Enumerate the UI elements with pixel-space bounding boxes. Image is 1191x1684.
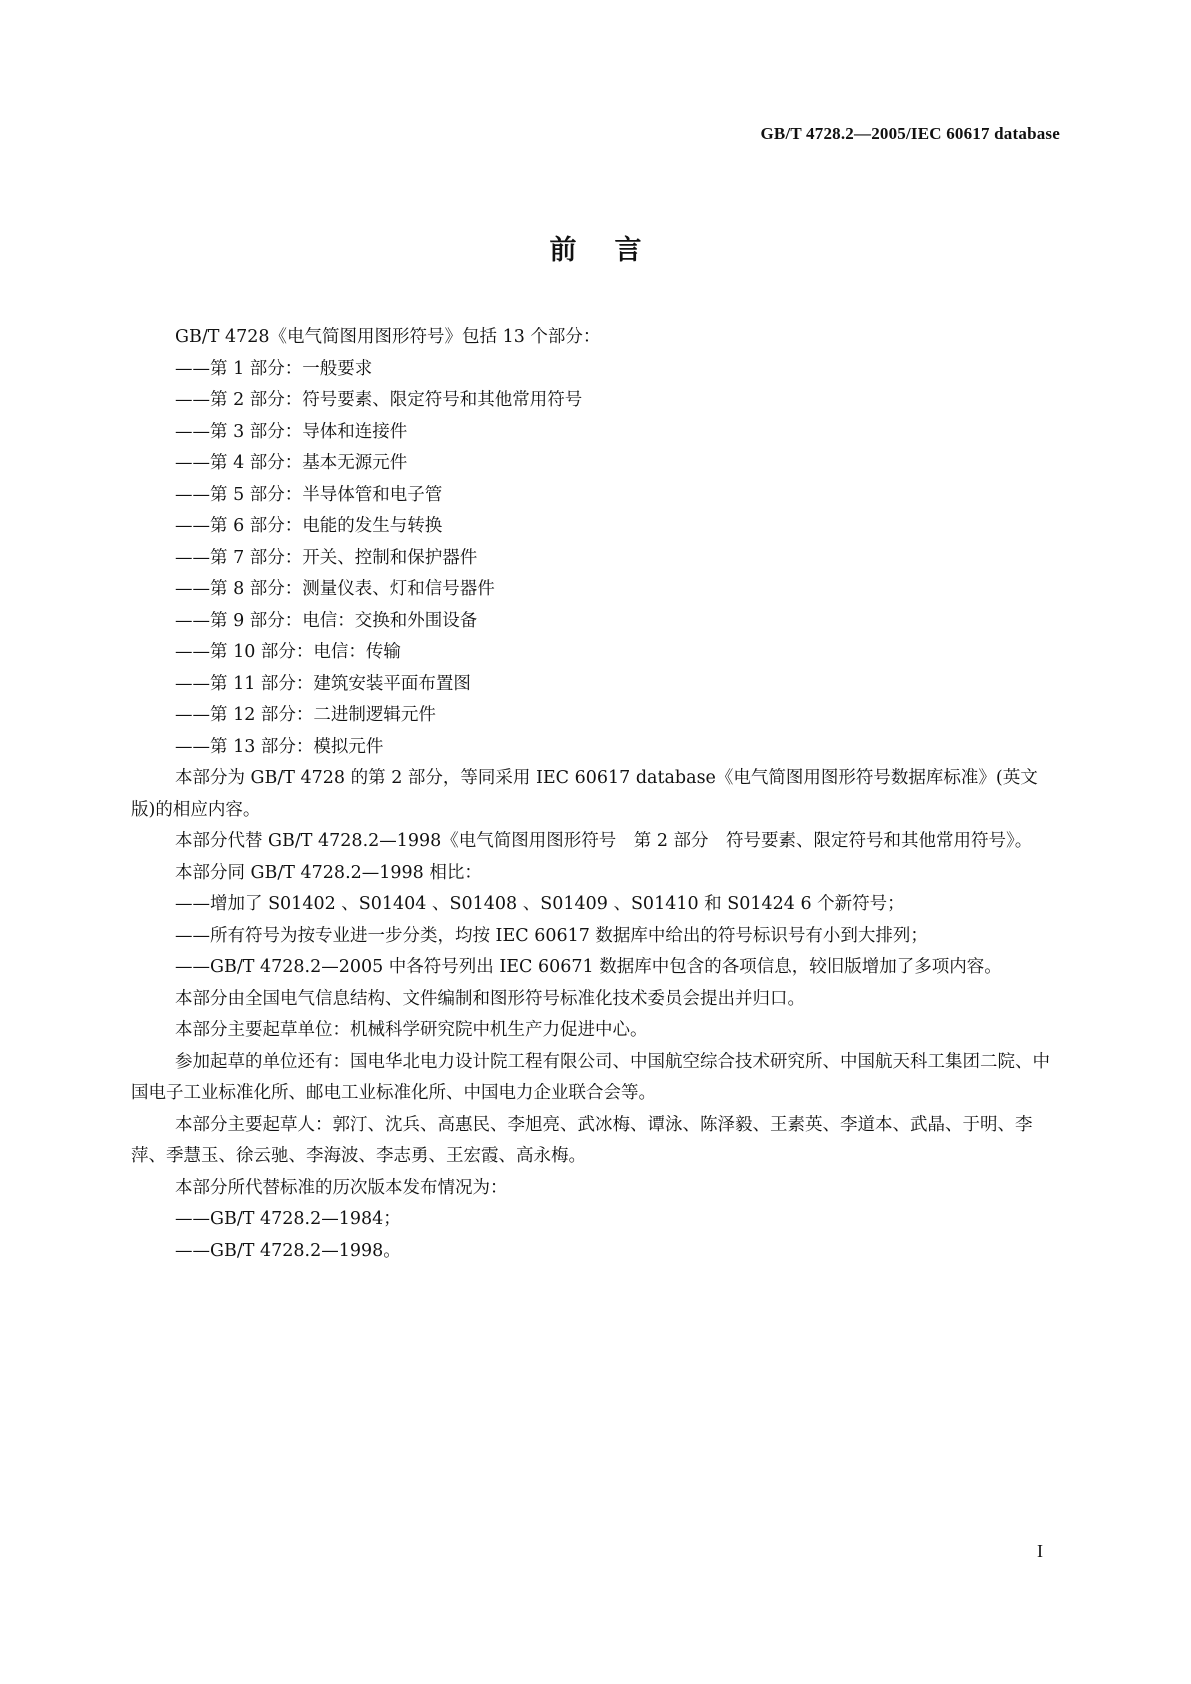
list-item: ——第 6 部分：电能的发生与转换 <box>175 516 443 536</box>
page-title: 前言 <box>549 235 680 266</box>
list-item: ——第 9 部分：电信：交换和外围设备 <box>175 610 478 631</box>
history-item: ——GB/T 4728.2—1998。 <box>175 1240 401 1261</box>
list-item: ——第 10 部分：电信：传输 <box>175 642 401 662</box>
adoption-paragraph: 本部分为 GB/T 4728 的第 2 部分，等同采用 IEC 60617 database《电气简图用图形符号数据库标准》(英文版)的相应内容。 <box>131 768 1038 820</box>
comparison-paragraph: 本部分同 GB/T 4728.2—1998 相比： <box>175 862 482 883</box>
list-item: ——第 8 部分：测量仪表、灯和信号器件 <box>175 579 495 599</box>
list-item: ——第 1 部分：一般要求 <box>175 358 373 379</box>
drafting-unit-paragraph: 本部分主要起草单位：机械科学研究院中机生产力促进中心。 <box>175 1020 648 1040</box>
list-item: ——第 7 部分：开关、控制和保护器件 <box>175 547 478 568</box>
list-item: ——第 2 部分：符号要素、限定符号和其他常用符号 <box>175 390 583 410</box>
change-item: ——增加了 S01402 、S01404 、S01408 、S01409 、S01410 和 S01424 6 个新符号； <box>175 894 905 914</box>
list-item: ——第 13 部分：模拟元件 <box>175 736 384 757</box>
proposed-paragraph: 本部分由全国电气信息结构、文件编制和图形符号标准化技术委员会提出并归口。 <box>175 988 805 1009</box>
intro-paragraph: GB/T 4728《电气简图用图形符号》包括 13 个部分： <box>175 327 601 347</box>
participants-paragraph: 参加起草的单位还有：国电华北电力设计院工程有限公司、中国航空综合技术研究所、中国航天科工集团二院、中国电子工业标准化所、邮电工业标准化所、中国电力企业联合会等。 <box>131 1051 1050 1103</box>
document-header: GB/T 4728.2—2005/IEC 60617 database <box>760 124 1060 143</box>
change-item: ——所有符号为按专业进一步分类，均按 IEC 60617 数据库中给出的符号标识号有小到大排列； <box>175 925 928 946</box>
change-item: ——GB/T 4728.2—2005 中各符号列出 IEC 60671 数据库中包含的各项信息，较旧版增加了多项内容。 <box>175 957 1002 977</box>
history-paragraph: 本部分所代替标准的历次版本发布情况为： <box>175 1177 508 1198</box>
drafters-paragraph: 本部分主要起草人：郭汀、沈兵、高惠民、李旭亮、武冰梅、谭泳、陈泽毅、王素英、李道本、武晶、于明、李萍、季慧玉、徐云驰、李海波、李志勇、王宏霞、高永梅。 <box>131 1114 1033 1166</box>
replacement-paragraph: 本部分代替 GB/T 4728.2—1998《电气简图用图形符号 第 2 部分 符号要素、限定符号和其他常用符号》。 <box>175 831 1033 851</box>
list-item: ——第 11 部分：建筑安装平面布置图 <box>175 673 471 694</box>
foreword-body <box>131 322 1059 1267</box>
history-item: ——GB/T 4728.2—1984； <box>175 1209 401 1229</box>
list-item: ——第 4 部分：基本无源元件 <box>175 453 408 473</box>
list-item: ——第 3 部分：导体和连接件 <box>175 421 408 442</box>
list-item: ——第 5 部分：半导体管和电子管 <box>175 484 443 505</box>
list-item: ——第 12 部分：二进制逻辑元件 <box>175 705 436 725</box>
page-number: I <box>1037 1541 1043 1561</box>
